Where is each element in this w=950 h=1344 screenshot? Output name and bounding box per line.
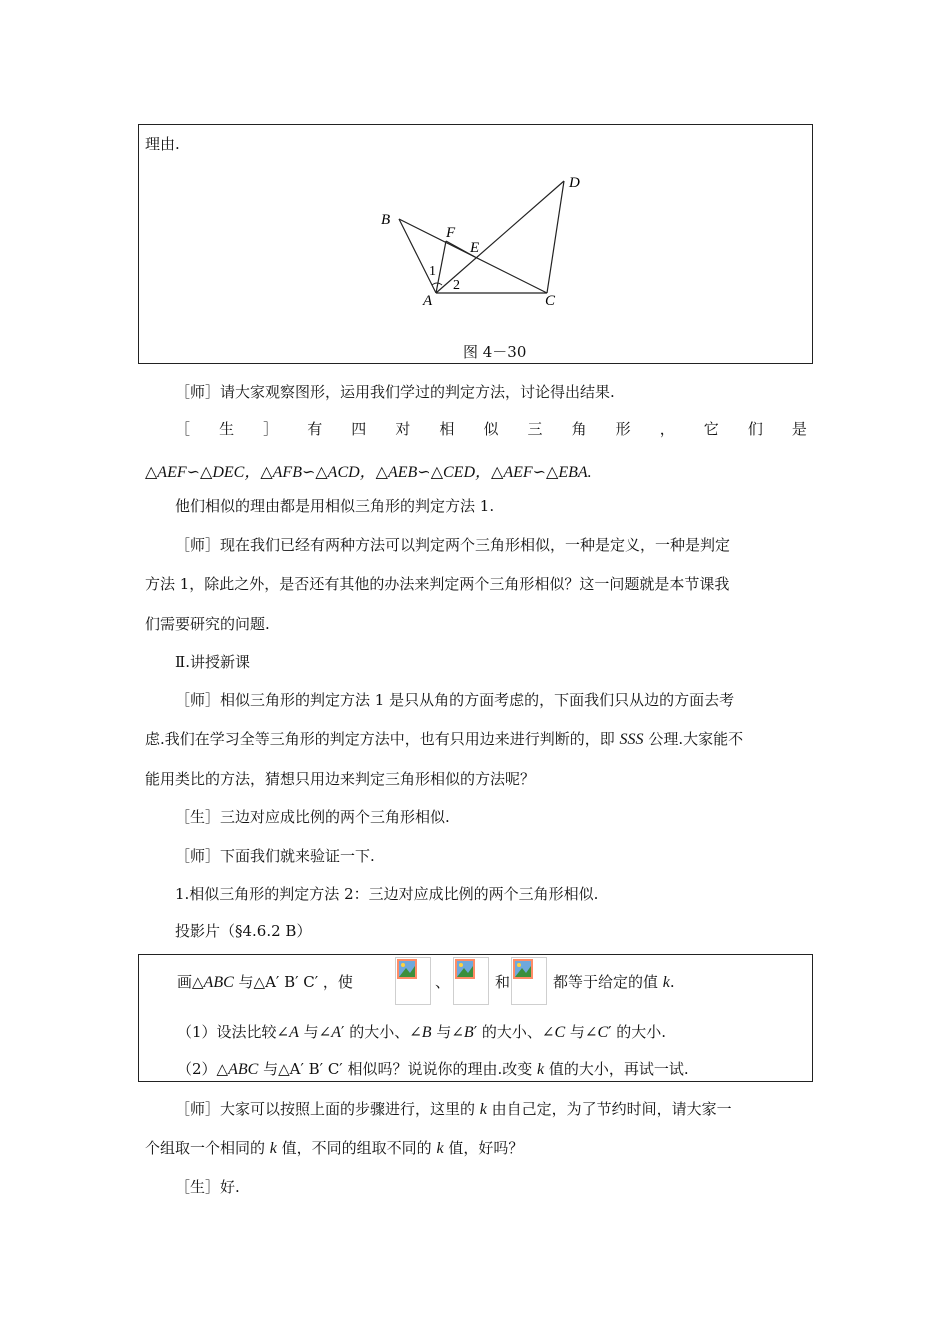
text-part: ′ 的大小、∠ <box>473 1023 555 1041</box>
angle-name: A <box>289 1024 299 1041</box>
text-part: 与∠ <box>431 1023 464 1041</box>
angle-name: B <box>463 1024 474 1041</box>
text-part: 值的大小，再试一试. <box>544 1060 689 1078</box>
triangle-name: ABC <box>228 1061 259 1078</box>
text-part: 值，不同的组取不同的 <box>276 1139 437 1157</box>
text-part: 虑.我们在学习全等三角形的判定方法中，也有只用边来进行判断的，即 <box>145 730 620 748</box>
separator-2: 和 <box>495 973 511 991</box>
teacher-line-3: ［师］相似三角形的判定方法 1 是只从角的方面考虑的，下面我们只从边的方面去考 <box>175 691 735 709</box>
text-part: （2）△ <box>177 1060 229 1078</box>
geometry-figure <box>139 125 812 363</box>
k-variable: k <box>436 1140 444 1157</box>
label-B: B <box>381 212 391 228</box>
label-1: 1 <box>429 264 436 279</box>
teacher-line-2c: 们需要研究的问题. <box>145 615 270 633</box>
token: 它 <box>703 420 719 438</box>
box-header-text: 理由. <box>145 135 180 153</box>
k-variable: k <box>537 1061 545 1078</box>
text-part: 都等于给定的值 <box>553 973 663 991</box>
similar-pairs-line: △AEF∽△DEC，△AFB∽△ACD，△AEB∽△CED，△AEF∽△EBA. <box>145 464 592 481</box>
text-part: 与△A′ B′ C′ 相似吗？说说你的理由.改变 <box>258 1060 538 1078</box>
triangle-name: ABC <box>203 974 234 991</box>
angle-name: C <box>597 1024 609 1041</box>
section-heading: Ⅱ.讲授新课 <box>175 653 250 671</box>
token: ［ <box>175 420 191 438</box>
token: ］ <box>263 420 279 438</box>
activity-box <box>138 954 813 1082</box>
teacher-line-4: ［师］下面我们就来验证一下. <box>175 847 375 865</box>
sss-term: SSS <box>619 731 644 748</box>
token: 四 <box>351 420 367 438</box>
token: 们 <box>747 420 763 438</box>
text-part: ′ 的大小、∠ <box>341 1023 422 1041</box>
segment-BA <box>399 219 436 293</box>
slide-reference: 投影片（§4.6.2 B） <box>175 922 312 940</box>
text-part: 与∠ <box>298 1023 332 1041</box>
text-part: 公理.大家能不 <box>643 730 744 748</box>
teacher-line-2b: 方法 1，除此之外，是否还有其他的办法来判定两个三角形相似？这一问题就是本节课我 <box>145 575 730 593</box>
text-part: 与∠ <box>565 1023 598 1041</box>
activity-item-1 <box>177 1021 666 1042</box>
reason-line: 他们相似的理由都是用相似三角形的判定方法 1. <box>175 497 495 515</box>
student-line-2: ［生］三边对应成比例的两个三角形相似. <box>175 808 450 826</box>
text-part: ［师］大家可以按照上面的步骤进行，这里的 <box>175 1100 480 1118</box>
figure-box <box>138 124 813 364</box>
token: 是 <box>791 420 807 438</box>
token: 角 <box>571 420 587 438</box>
student-line-spread <box>175 418 807 439</box>
text-part: 画△ <box>177 973 204 991</box>
teacher-line-5 <box>175 1098 732 1119</box>
ratio-image-3 <box>511 957 547 1005</box>
label-D: D <box>569 175 580 191</box>
separator-1: 、 <box>435 973 451 991</box>
token: 三 <box>527 420 543 438</box>
activity-item-2 <box>177 1058 689 1079</box>
segment-DC <box>547 181 564 293</box>
angle-name: B <box>421 1024 432 1041</box>
text-part: 个组取一个相同的 <box>145 1139 270 1157</box>
text-part: 由自己定，为了节约时间，请大家一 <box>486 1100 732 1118</box>
label-C: C <box>545 293 556 309</box>
token: 相 <box>439 420 455 438</box>
teacher-line-3b <box>145 728 743 749</box>
token: 有 <box>307 420 323 438</box>
teacher-line-2: ［师］现在我们已经有两种方法可以判定两个三角形相似，一种是定义，一种是判定 <box>175 536 731 554</box>
teacher-line-1: ［师］请大家观察图形，运用我们学过的判定方法，讨论得出结果. <box>175 383 615 401</box>
teacher-line-5b <box>145 1137 523 1158</box>
text-part: 值，好吗？ <box>443 1139 524 1157</box>
method-2-heading: 1.相似三角形的判定方法 2：三边对应成比例的两个三角形相似. <box>175 885 599 903</box>
figure-caption: 图 4－30 <box>463 343 527 361</box>
token: 形 <box>615 420 631 438</box>
ratio-image-1 <box>395 957 431 1005</box>
text-part: ′ 的大小. <box>608 1023 667 1041</box>
token: 似 <box>483 420 499 438</box>
label-A: A <box>423 293 433 309</box>
token: 对 <box>395 420 411 438</box>
teacher-line-3c: 能用类比的方法，猜想只用边来判定三角形相似的方法呢？ <box>145 770 536 788</box>
text-part: （1）设法比较∠ <box>177 1023 290 1041</box>
student-line-3: ［生］好. <box>175 1178 240 1196</box>
token: ， <box>659 420 675 438</box>
label-E: E <box>470 240 480 256</box>
segment-AD <box>436 181 564 293</box>
text-part: 与△A′ B′ C′ ，使 <box>233 973 353 991</box>
label-2: 2 <box>453 278 460 293</box>
k-variable: k <box>479 1101 487 1118</box>
angle-name: A <box>331 1024 342 1041</box>
label-F: F <box>446 225 456 241</box>
angle-name: C <box>554 1024 566 1041</box>
activity-p1-start <box>177 971 353 992</box>
token: 生 <box>219 420 235 438</box>
k-variable: k <box>269 1140 277 1157</box>
k-variable: k <box>662 974 670 991</box>
ratio-image-2 <box>453 957 489 1005</box>
text-part: . <box>669 973 675 991</box>
activity-p1-end <box>553 971 675 992</box>
